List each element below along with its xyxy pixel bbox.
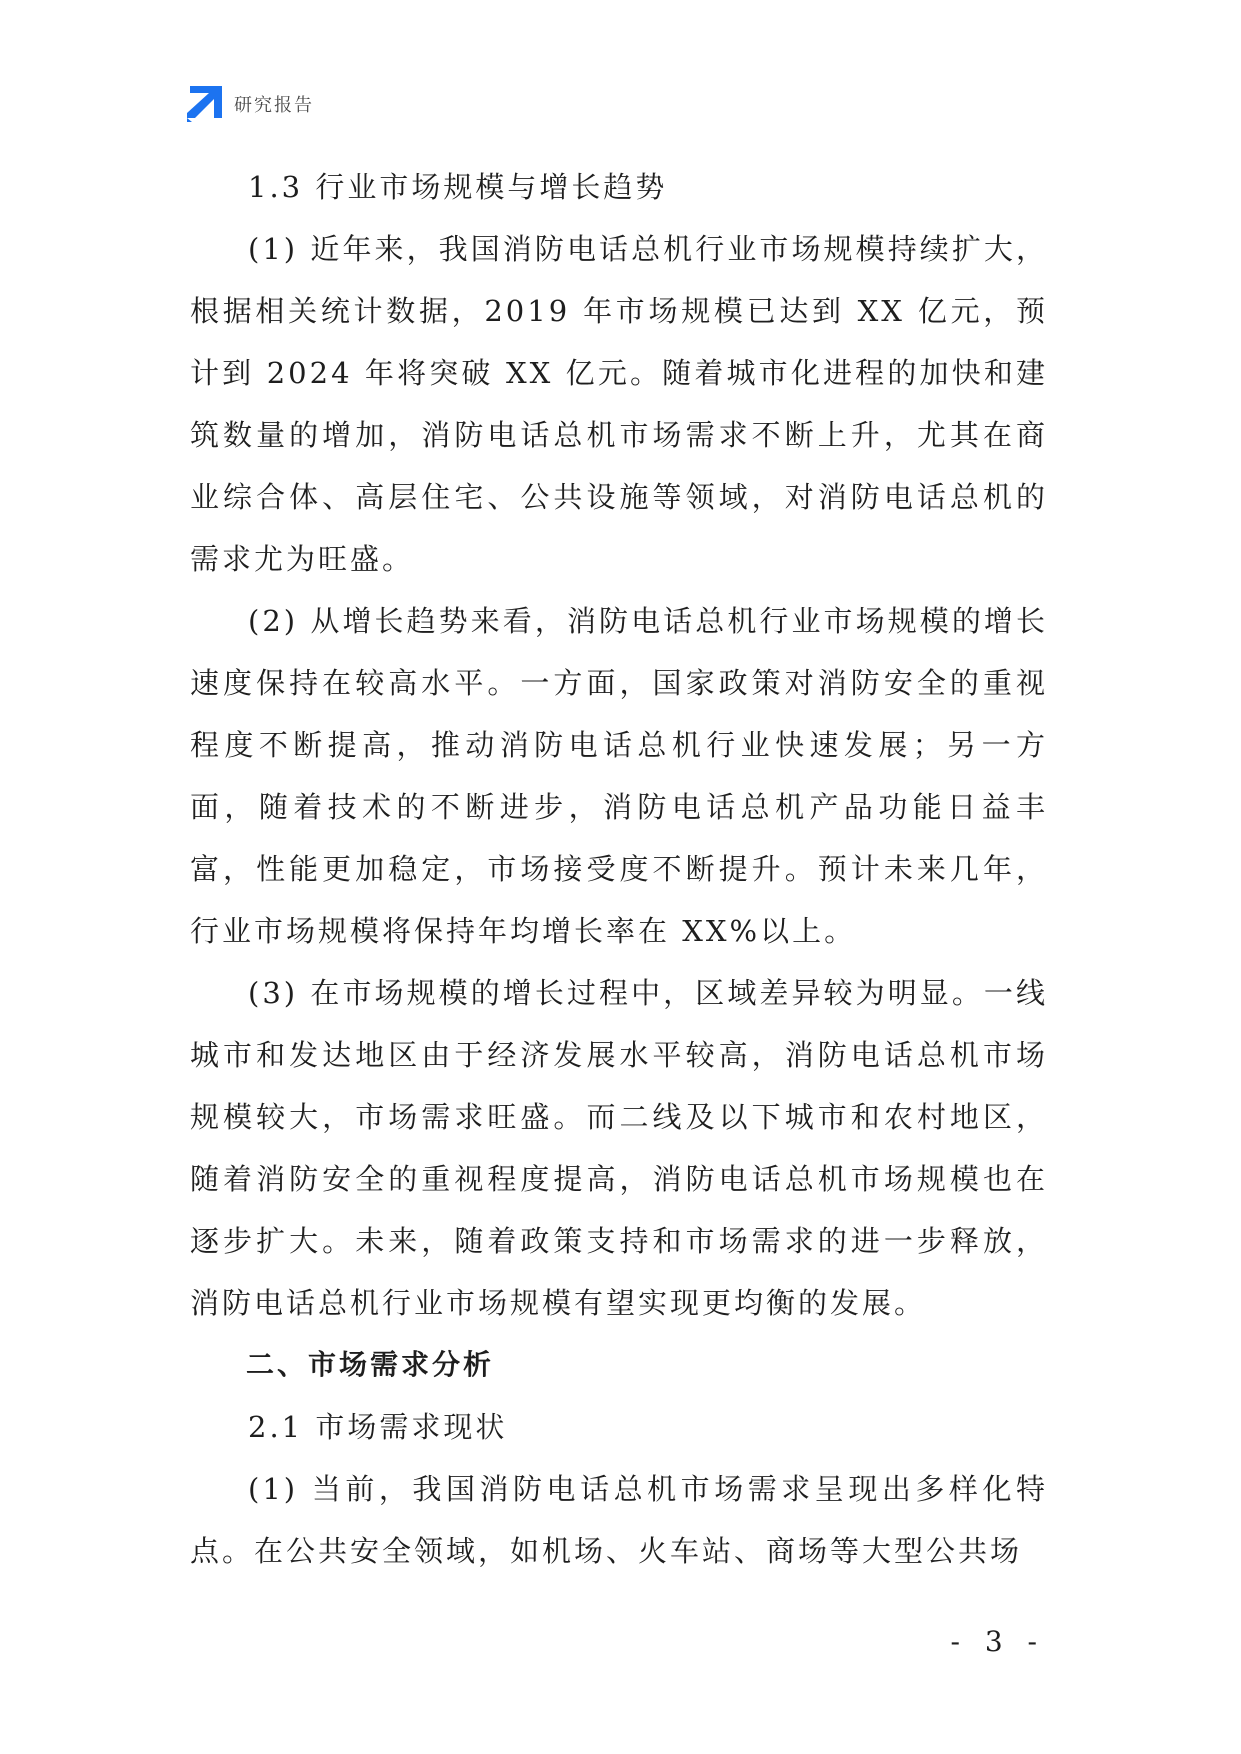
paragraph-1-3-1: (1) 近年来，我国消防电话总机行业市场规模持续扩大，根据相关统计数据，2019 年市场规模已达到 XX 亿元，预计到 2024 年将突破 XX 亿元。随着城市化进程的加快和建筑数量的增加，消防电话总机市场需求不断上升，尤其在商业综合体、高层住宅、公共设施等领域，对消防电话总机的需求尤为旺盛。	[190, 232, 1048, 576]
arrow-up-right-icon	[186, 86, 222, 122]
section-heading-2-1: 2.1 市场需求现状	[248, 1410, 508, 1444]
document-type-label: 研究报告	[234, 95, 314, 116]
page-header	[186, 86, 314, 122]
paragraph-1-3-3: (3) 在市场规模的增长过程中，区域差异较为明显。一线城市和发达地区由于经济发展水平较高，消防电话总机市场规模较大，市场需求旺盛。而二线及以下城市和农村地区，随着消防安全的重视程度提高，消防电话总机市场规模也在逐步扩大。未来，随着政策支持和市场需求的进一步释放，消防电话总机行业市场规模有望实现更均衡的发展。	[190, 976, 1048, 1320]
paragraph-2-1-1: (1) 当前，我国消防电话总机市场需求呈现出多样化特点。在公共安全领域，如机场、火车站、商场等大型公共场	[190, 1472, 1048, 1568]
paragraph-1-3-2: (2) 从增长趋势来看，消防电话总机行业市场规模的增长速度保持在较高水平。一方面，国家政策对消防安全的重视程度不断提高，推动消防电话总机行业快速发展；另一方面，随着技术的不断进步，消防电话总机产品功能日益丰富，性能更加稳定，市场接受度不断提升。预计未来几年，行业市场规模将保持年均增长率在 XX%以上。	[190, 604, 1048, 948]
document-body	[190, 156, 1048, 1582]
page-number: - 3 -	[950, 1625, 1045, 1658]
chapter-heading-2: 二、市场需求分析	[246, 1348, 495, 1381]
section-heading-1-3: 1.3 行业市场规模与增长趋势	[248, 170, 668, 204]
